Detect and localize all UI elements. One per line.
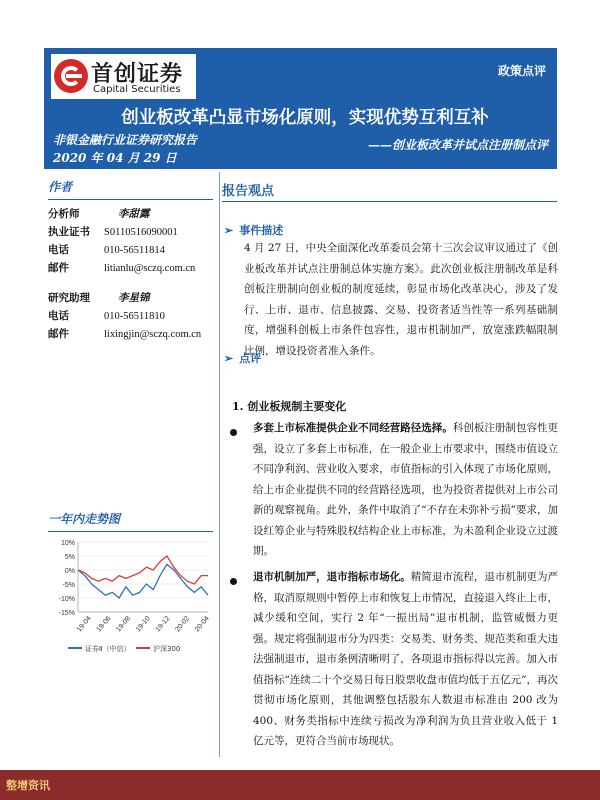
analyst-email[interactable]: litianlu@sczq.com.cn <box>104 263 196 274</box>
assistant-phone: 010-56511810 <box>104 311 165 322</box>
bullet1-text: 科创板注册制包容性更强，设立了多套上市标准，在一般企业上市要求中，围绕市值设立不同净利润、营业收入要求，市值指标的引入体现了市场化原则，给上市企业提供不同的经营路径选项，也为投资者提供对上市公司新的观察视角。此外，条件中取消了“不存在未弥补亏损”要求，加设红筹企业与特殊股权结构企业上市标准，为未盈利企业设立过渡期。 <box>253 422 559 557</box>
legend-label: 证券Ⅱ（中信） <box>85 645 131 653</box>
assistant-role: 研究助理 <box>48 293 90 304</box>
y-tick-label: 5% <box>64 554 75 561</box>
x-tick-label: 19-06 <box>95 615 113 634</box>
x-tick-label: 19-04 <box>75 615 93 634</box>
report-series: 非银金融行业证券研究报告 <box>53 133 198 147</box>
bullet2-lead: 退市机制加严，退市指标市场化。 <box>253 571 411 583</box>
x-tick-label: 20-04 <box>193 615 211 634</box>
footer-text: 整增资讯 <box>6 779 50 792</box>
assistant-name: 李星锦 <box>118 293 150 304</box>
arrow-right-icon: ➢ <box>224 352 234 365</box>
arrow-right-icon: ➢ <box>224 224 234 237</box>
y-tick-label: -10% <box>58 596 75 603</box>
chart-title: 一年内走势图 <box>48 512 121 526</box>
bullet1-paragraph <box>253 418 558 562</box>
report-subtitle: ——创业板改革并试点注册制点评 <box>367 138 548 152</box>
comment-heading: ➢ 点评 <box>224 352 262 365</box>
bullet-icon <box>230 429 237 436</box>
analyst-cert: S0110516090001 <box>104 227 178 238</box>
company-logo <box>51 54 196 99</box>
authors-title: 作者 <box>48 180 73 194</box>
viewpoint-title: 报告观点 <box>222 184 275 199</box>
trend-chart <box>48 532 213 657</box>
trend-chart-section <box>48 510 213 657</box>
email-label: 邮件 <box>48 263 69 274</box>
column-divider <box>219 172 220 757</box>
viewpoint-underline <box>222 201 557 202</box>
bullet-icon <box>230 578 237 585</box>
analyst-info <box>48 206 218 278</box>
cert-label: 执业证书 <box>48 227 90 238</box>
y-tick-label: 10% <box>60 540 75 547</box>
bullet2-text: 精简退市流程，退市机制更为严格，取消原规则中暂停上市和恢复上市情况，直接退入终止上市，减少缓和空间，实行 2 年“一振出局”退市机制，监管威慑力更强。规定将强制退市分为四类：交易类、财务类、规范类和重大违法强制退市，退市条例清晰明了，各项退市指标得以完善。加入市值指标“连续二十个交易日每日股票收盘市值均低于五亿元”，再次贯彻市场化原则，其他调整包括股东人数退市标准由 200 改为 400、财务类指标中连续亏损改为净利润为负且营业收入低于 1 亿元等，更符合当前市场现状。 <box>253 571 559 747</box>
x-tick-label: 20-02 <box>174 615 192 634</box>
x-tick-label: 19-10 <box>134 615 152 634</box>
logo-cn: 首创证券 <box>91 61 184 87</box>
logo-mark-icon <box>54 59 88 93</box>
report-type-tag: 政策点评 <box>497 64 546 78</box>
authors-section <box>48 178 213 200</box>
bullet2-paragraph <box>253 567 558 752</box>
y-tick-label: -5% <box>62 582 75 589</box>
logo-en: Capital Securities <box>93 84 181 95</box>
y-tick-label: 0% <box>64 568 75 575</box>
phone-label: 电话 <box>48 245 69 256</box>
phone-label: 电话 <box>48 311 69 322</box>
analyst-name: 李甜露 <box>118 209 150 220</box>
event-paragraph: 4 月 27 日，中央全面深化改革委员会第十三次会议审议通过了《创业板改革并试点注册制总体实施方案》。此次创业板注册制改革是科创板注册制向创业板的制度延续，彰显市场化改革决心，涉及了发行、上市、退市、信息披露、交易、投资者适当性等一系列基础制度，增强科创板上市条件包容性，退市机制加严，放宽涨跌幅限制比例，增设投资者准入条件。 <box>244 242 558 357</box>
x-tick-label: 19-08 <box>115 615 133 634</box>
analyst-phone: 010-56511814 <box>104 245 165 256</box>
assistant-info <box>48 290 218 344</box>
x-tick-label: 19-12 <box>154 615 172 634</box>
email-label: 邮件 <box>48 329 69 340</box>
report-title: 创业板改革凸显市场化原则，实现优势互利互补 <box>121 108 489 128</box>
report-date: 2020 年 04 月 29 日 <box>53 151 177 165</box>
analyst-role: 分析师 <box>48 209 80 220</box>
authors-title-underline <box>48 199 213 200</box>
y-tick-label: -15% <box>58 610 75 617</box>
event-heading: ➢ 事件描述 <box>224 224 284 237</box>
item1-title: 1. 创业板规制主要变化 <box>232 400 347 413</box>
assistant-email[interactable]: lixingjin@sczq.com.cn <box>104 329 202 340</box>
bullet1-lead: 多套上市标准提供企业不同经营路径选择。 <box>253 422 453 434</box>
legend-label: 沪深300 <box>153 645 181 653</box>
footer-band <box>0 770 600 800</box>
